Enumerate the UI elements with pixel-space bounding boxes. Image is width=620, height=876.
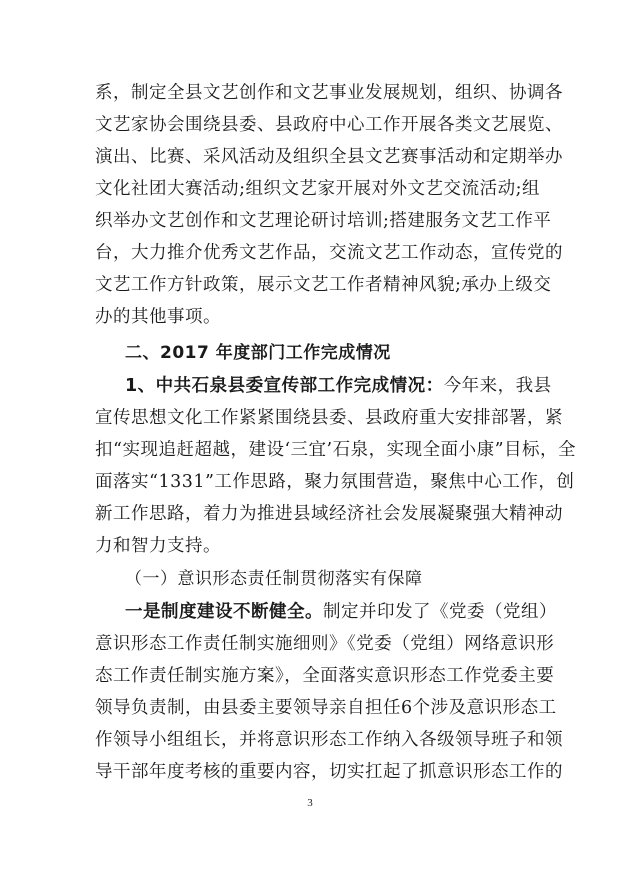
para3-line: 导干部年度考核的重要内容，切实扛起了抓意识形态工作的 — [95, 762, 563, 782]
para1-line: 系，制定全县文艺创作和文艺事业发展规划，组织、协调各 — [95, 83, 563, 103]
para2-line: 力和智力支持。 — [95, 536, 221, 556]
para3-line: 意识形态工作责任制实施细则》《党委（党组）网络意识形 — [95, 634, 555, 654]
subsection-heading: （一）意识形态责任制贯彻落实有保障 — [125, 569, 423, 589]
para1-line: 台，大力推介优秀文艺作品，交流文艺工作动态，宣传党的 — [95, 243, 563, 263]
para1-line: 织举办文艺创作和文艺理论研讨培训;搭建服务文艺工作平 — [95, 211, 552, 231]
para1-line: 文化社团大赛活动;组织文艺家开展对外文艺交流活动;组 — [95, 179, 540, 199]
para3-line: 态工作责任制实施方案》，全面落实意识形态工作党委主要 — [95, 666, 555, 686]
para1-line: 文艺工作方针政策，展示文艺工作者精神风貌;承办上级交 — [95, 275, 552, 295]
para1-line: 演出、比赛、采风活动及组织全县文艺赛事活动和定期举办 — [95, 147, 563, 167]
para2-first-line — [125, 371, 552, 401]
para3-first-line — [125, 597, 557, 627]
para2-line: 宣传思想文化工作紧紧围绕县委、县政府重大安排部署，紧 — [95, 408, 563, 428]
para3-line: 作领导小组组长，并将意识形态工作纳入各级领导班子和领 — [95, 730, 563, 750]
para2-lead-bold: 1、中共石泉县委宣传部工作完成情况： — [125, 376, 444, 396]
para3-line: 领导负责制，由县委主要领导亲自担任6个涉及意识形态工 — [95, 698, 557, 718]
para2-line: 新工作思路，着力为推进县域经济社会发展凝聚强大精神动 — [95, 504, 563, 524]
para3-lead-bold: 一是制度建设不断健全。 — [125, 602, 323, 622]
para2-line: 面落实“1331”工作思路，聚力氛围营造，聚焦中心工作，创 — [95, 472, 575, 492]
para3-lead-text: 制定并印发了《党委（党组） — [323, 602, 557, 622]
para2-lead-text: 今年来，我县 — [443, 376, 552, 396]
page-number: 3 — [307, 797, 313, 809]
section-heading: 二、2017 年度部门工作完成情况 — [125, 343, 391, 363]
para2-line: 扣“实现追赶超越，建设‘三宜’石泉，实现全面小康”目标，全 — [95, 440, 577, 460]
para1-line: 文艺家协会围绕县委、县政府中心工作开展各类文艺展览、 — [95, 115, 563, 135]
para1-line: 办的其他事项。 — [95, 307, 221, 327]
